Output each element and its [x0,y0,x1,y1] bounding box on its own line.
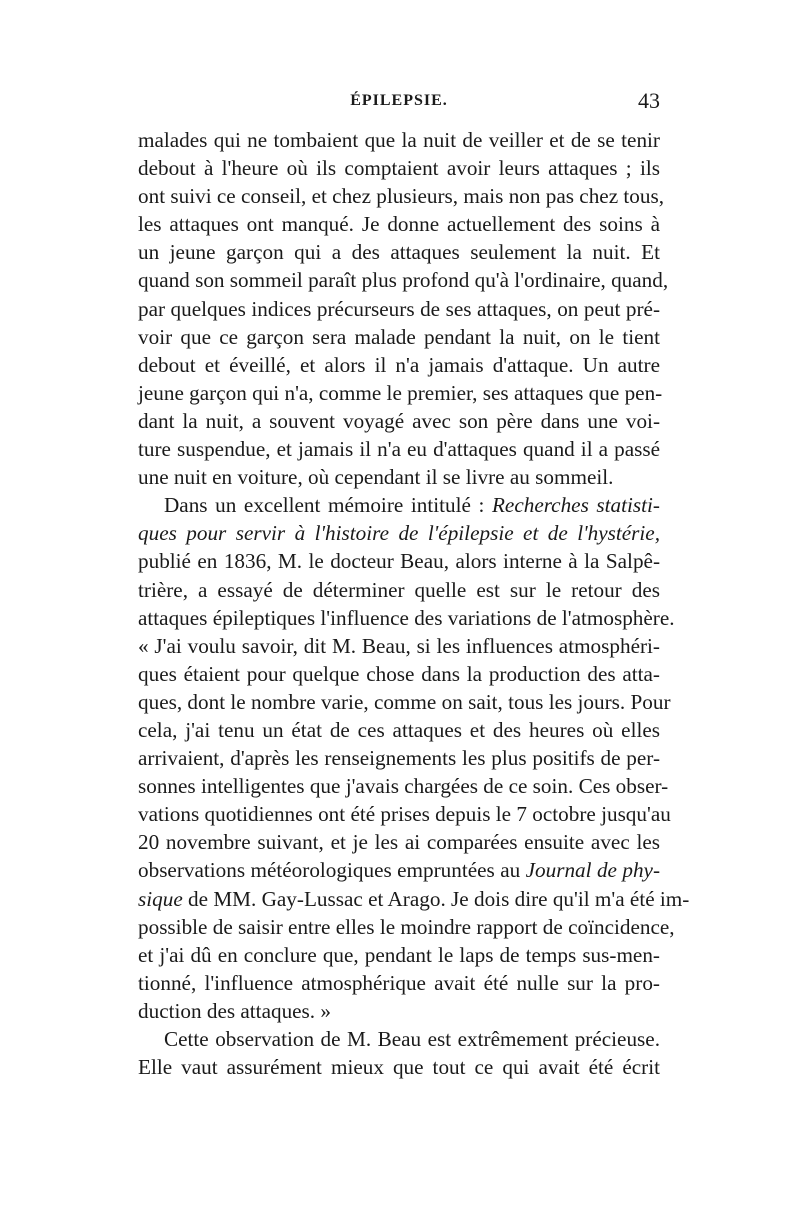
text-line: arrivaient, d'après les renseignements les plus positifs de per- [138,746,660,771]
running-head [138,88,660,126]
text-line: et j'ai dû en conclure que, pendant le laps de temps sus-men- [138,942,660,967]
text-line: ques, dont le nombre varie, comme on sait, tous les jours. Pour [138,689,671,714]
text-line [138,491,660,519]
text-line: debout et éveillé, et alors il n'a jamais d'attaque. Un autre [138,352,660,377]
journal-title-italic: Journal de phy- [525,858,660,883]
text-line: ques étaient pour quelque chose dans la production des atta- [138,661,660,686]
text-line: cela, j'ai tenu un état de ces attaques et des heures où elles [138,717,660,742]
text-line: jeune garçon qui n'a, comme le premier, ses attaques que pen- [138,380,663,405]
text-line: debout à l'heure où ils comptaient avoir leurs attaques ; ils [138,156,660,181]
text-line: vations quotidiennes ont été prises depuis le 7 octobre jusqu'au [138,802,671,827]
text-line: Cette observation de M. Beau est extrêmement précieuse. [164,1027,660,1051]
text-line: tionné, l'influence atmosphérique avait été nulle sur la pro- [138,970,660,995]
text-line [138,885,690,913]
text-line: possible de saisir entre elles le moindre rapport de coïncidence, [138,914,675,939]
text-span: observations météorologiques empruntées au [138,858,521,883]
text-line: une nuit en voiture, où cependant il se livre au sommeil. [138,465,614,490]
book-page [138,88,690,1081]
text-span: de MM. Gay-Lussac et Arago. Je dois dire qu'il m'a été im- [188,886,690,911]
text-line: trière, a essayé de déterminer quelle est sur le retour des [138,577,660,602]
text-line: ont suivi ce conseil, et chez plusieurs, mais non pas chez tous, [138,184,665,209]
text-line: dant la nuit, a souvent voyagé avec son père dans une voi- [138,408,660,433]
text-line: Elle vaut assurément mieux que tout ce qui avait été écrit [138,1055,660,1080]
text-line: voir que ce garçon sera malade pendant la nuit, on le tient [138,324,660,349]
text-line: sonnes intelligentes que j'avais chargées de ce soin. Ces obser- [138,774,669,799]
text-line: quand son sommeil paraît plus profond qu'à l'ordinaire, quand, [138,268,669,293]
text-line: duction des attaques. » [138,998,331,1023]
journal-title-italic: sique [138,886,183,911]
book-title-italic: Recherches statisti- [491,493,660,518]
running-title: ÉPILEPSIE. [350,92,448,109]
text-line [138,856,660,884]
text-line [138,519,660,547]
text-line: « J'ai voulu savoir, dit M. Beau, si les influences atmosphéri- [138,633,660,658]
text-line: malades qui ne tombaient que la nuit de veiller et de se tenir [138,128,660,152]
text-span: Dans un excellent mémoire intitulé : [164,493,485,518]
text-line: les attaques ont manqué. Je donne actuellement des soins à [138,212,660,237]
text-line: attaques épileptiques l'influence des variations de l'atmosphère. [138,605,675,630]
text-line: ture suspendue, et jamais il n'a eu d'attaques quand il a passé [138,437,660,462]
book-title-italic: ques pour servir à l'histoire de l'épilepsie et de l'hystérie, [138,521,660,546]
text-line: 20 novembre suivant, et je les ai comparées ensuite avec les [138,830,660,855]
body-text [138,126,690,1081]
page-number: 43 [638,88,660,113]
text-line: un jeune garçon qui a des attaques seulement la nuit. Et [138,240,660,265]
text-line: par quelques indices précurseurs de ses attaques, on peut pré- [138,296,660,321]
text-line: publié en 1836, M. le docteur Beau, alors interne à la Salpê- [138,549,660,574]
